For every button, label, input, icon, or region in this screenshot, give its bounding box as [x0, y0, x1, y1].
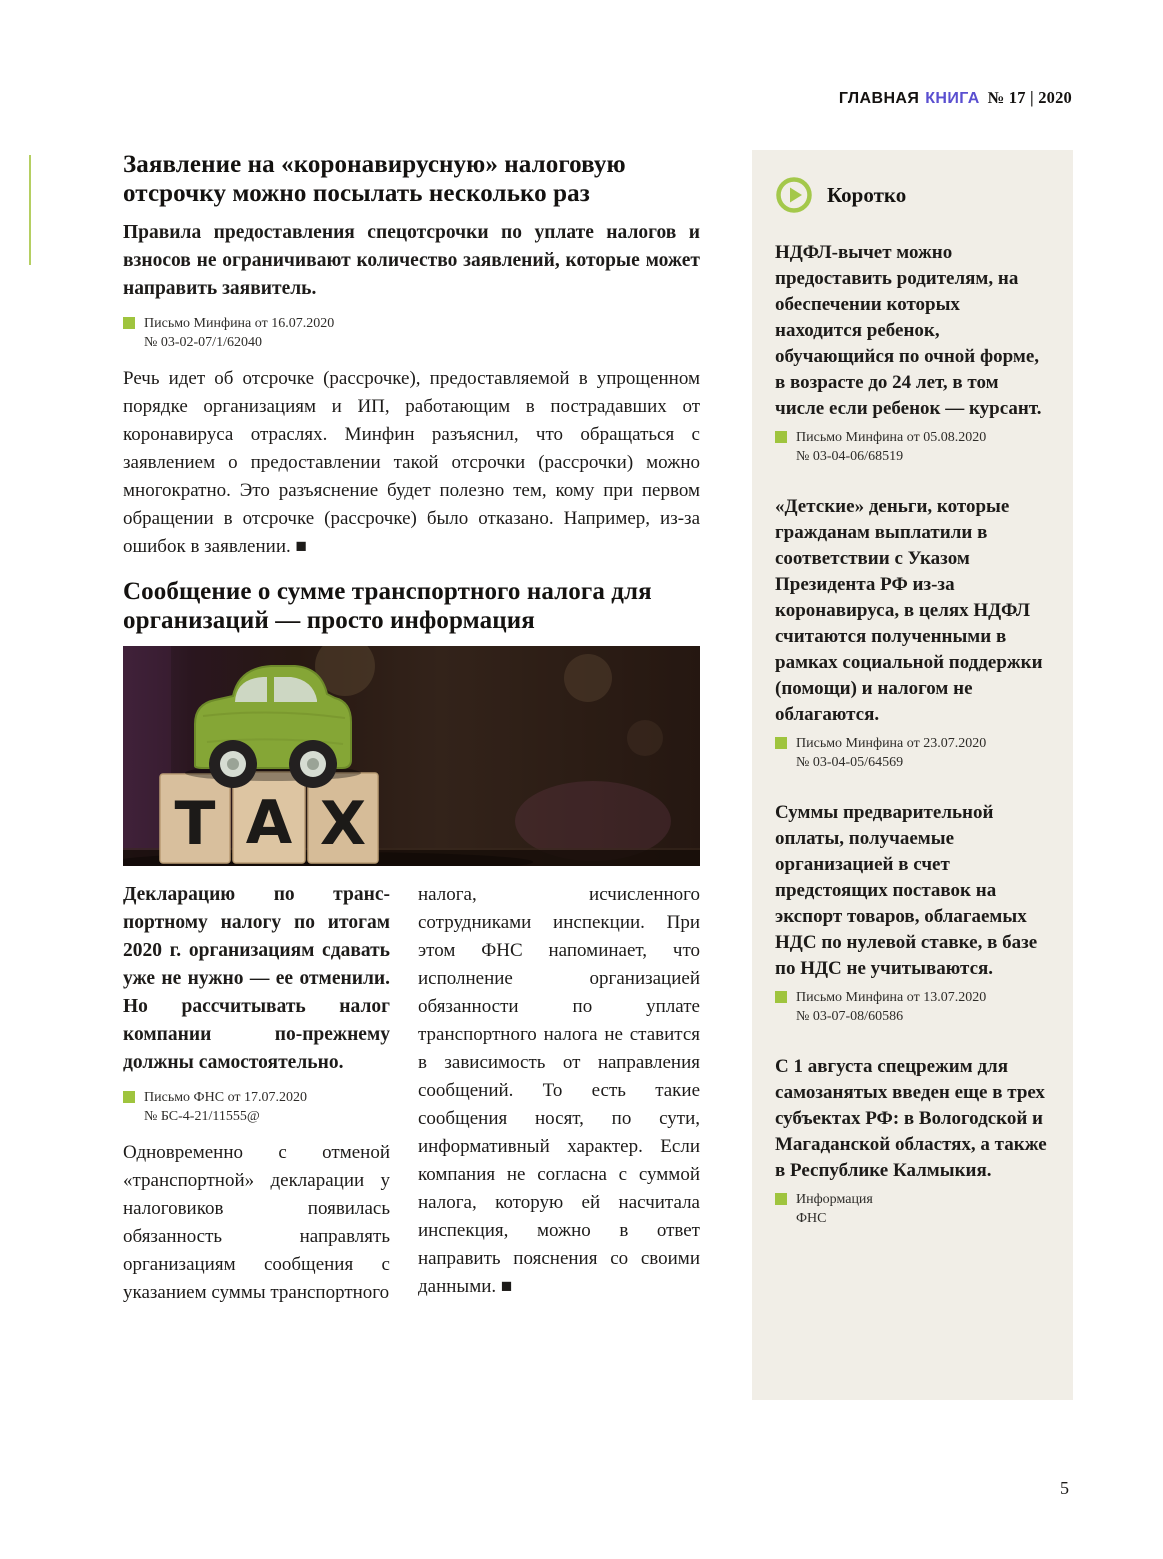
letter-a: A	[245, 788, 293, 858]
letter-x: X	[319, 789, 367, 859]
ref-line: Письмо ФНС от 17.07.2020	[144, 1090, 308, 1105]
ref-line: Информация	[796, 1192, 873, 1207]
ref-bullet-icon	[775, 991, 787, 1003]
article-title: Заявление на «коронавирусную» налоговую отсрочку можно посылать несколько раз	[123, 151, 626, 207]
car-wheel-rear	[289, 740, 337, 788]
source-reference	[123, 1088, 390, 1126]
sidebar-header	[775, 176, 1049, 214]
column-left	[123, 881, 390, 1307]
sidebar-news-item	[775, 494, 1049, 772]
source-reference	[775, 1190, 1049, 1228]
sidebar-news-item	[775, 240, 1049, 466]
sidebar-title: Коротко	[827, 182, 907, 207]
news-text: НДФЛ-вычет можно предоставить родителям, на обеспечении которых находится ребенок, обучающийся по очной форме, в возрасте до 24 лет, в том числе если ребенок — курсант.	[775, 242, 1042, 419]
source-reference	[123, 314, 700, 352]
article-title: Сообщение о сумме транспортного налога для организаций — просто информация	[123, 578, 652, 634]
ref-line: Письмо Минфина от 05.08.2020	[796, 430, 987, 445]
brand-glavnaya: ГЛАВНАЯ	[838, 90, 920, 107]
photo-toy-car-tax-blocks	[123, 646, 700, 866]
issue-number: № 17 | 2020	[987, 88, 1072, 107]
ref-line: ФНС	[796, 1211, 827, 1226]
ref-bullet-icon	[123, 317, 135, 329]
column-right	[418, 881, 700, 1307]
article-body: Одновременно с отменой «транспортной» декларации у налоговиков появилась обязанность направлять организациям сообщения с указанием суммы транспортного	[123, 1142, 390, 1303]
ref-bullet-icon	[775, 1193, 787, 1205]
ref-bullet-icon	[123, 1091, 135, 1103]
letter-t: T	[174, 789, 216, 859]
article-body: налога, исчисленного сотрудниками инспекции. При этом ФНС напоминает, что исполнение организацией обязанности по уплате транспортного налога не ставится в зависимость от направления сообщений. То есть такие сообщения носят, по сути, информативный характер. Если компания не согласна с суммой налога, которую ей насчитала инспекция, можно в ответ направить пояснения со своими данными. ■	[418, 884, 700, 1297]
news-sidebar	[752, 150, 1073, 1400]
ref-text	[796, 988, 986, 1026]
block-letters	[175, 788, 367, 859]
brand-kniga: КНИГА	[925, 90, 980, 107]
ref-line: № БС-4-21/11555@	[144, 1109, 260, 1124]
ref-bullet-icon	[775, 737, 787, 749]
ref-text	[144, 314, 334, 352]
section-tick-line	[29, 155, 31, 265]
bokeh-circle	[564, 654, 612, 702]
ref-line: Письмо Минфина от 23.07.2020	[796, 736, 987, 751]
ref-line: № 03-04-05/64569	[796, 755, 904, 770]
masthead	[839, 88, 1072, 108]
article-transport-tax	[123, 577, 700, 1307]
bokeh-circle	[627, 720, 663, 756]
main-column	[123, 150, 700, 1307]
ref-line: Письмо Минфина от 13.07.2020	[796, 990, 987, 1005]
news-text: «Детские» деньги, которые гражданам выплатили в соответствии с Указом Президента РФ из-за коронавируса, в целях НДФЛ считаются полученными в рамках социальной поддержки (помощи) и налогом не облагаются.	[775, 496, 1043, 725]
ref-text	[796, 1190, 873, 1228]
article-lead: Правила предоставления спецотсрочки по уплате налогов и взносов не ограничивают количество заявлений, которые может направить заявитель.	[123, 222, 700, 299]
source-reference	[775, 428, 1049, 466]
ref-bullet-icon	[775, 431, 787, 443]
ref-line: № 03-07-08/60586	[796, 1009, 904, 1024]
article-tax-deferral	[123, 150, 700, 561]
sidebar-news-item	[775, 800, 1049, 1026]
play-circle-icon	[775, 176, 813, 214]
source-reference	[775, 988, 1049, 1026]
article-columns	[123, 881, 700, 1307]
sidebar-news-item	[775, 1054, 1049, 1228]
page-number: 5	[1060, 1478, 1069, 1498]
article-lead: Декларацию по транспортному налогу по итогам 2020 г. организациям сдавать уже не нужно — ее отменили. Но рассчитывать налог компании по-прежнему должны самостоятельно.	[123, 884, 390, 1073]
car-wheel-front	[209, 740, 257, 788]
ref-text	[796, 734, 986, 772]
ref-line: № 03-04-06/68519	[796, 449, 904, 464]
ref-text	[144, 1088, 307, 1126]
ref-line: № 03-02-07/1/62040	[144, 335, 262, 350]
article-body: Речь идет об отсрочке (рассрочке), предоставляемой в упрощенном порядке организациям и ИП, работающим в пострадавших от коронавируса отраслях. Минфин разъяснил, что обращаться с заявлением о предоставлении такой отсрочки (рассрочки) можно многократно. Это разъяснение будет полезно тем, кому при первом обращении в отсрочке (рассрочке) было отказано. Например, из-за ошибок в заявлении. ■	[123, 368, 700, 557]
news-text: Суммы предварительной оплаты, получаемые организацией в счет предстоящих поставок на экспорт товаров, облагаемых НДС по нулевой ставке, в базе по НДС не учитываются.	[775, 802, 1038, 979]
ref-text	[796, 428, 986, 466]
source-reference	[775, 734, 1049, 772]
ref-line: Письмо Минфина от 16.07.2020	[144, 316, 335, 331]
news-text: С 1 августа спецрежим для самозанятых введен еще в трех субъектах РФ: в Вологодской и Магаданской областях, а также в Республике Калмыкия.	[775, 1056, 1047, 1181]
